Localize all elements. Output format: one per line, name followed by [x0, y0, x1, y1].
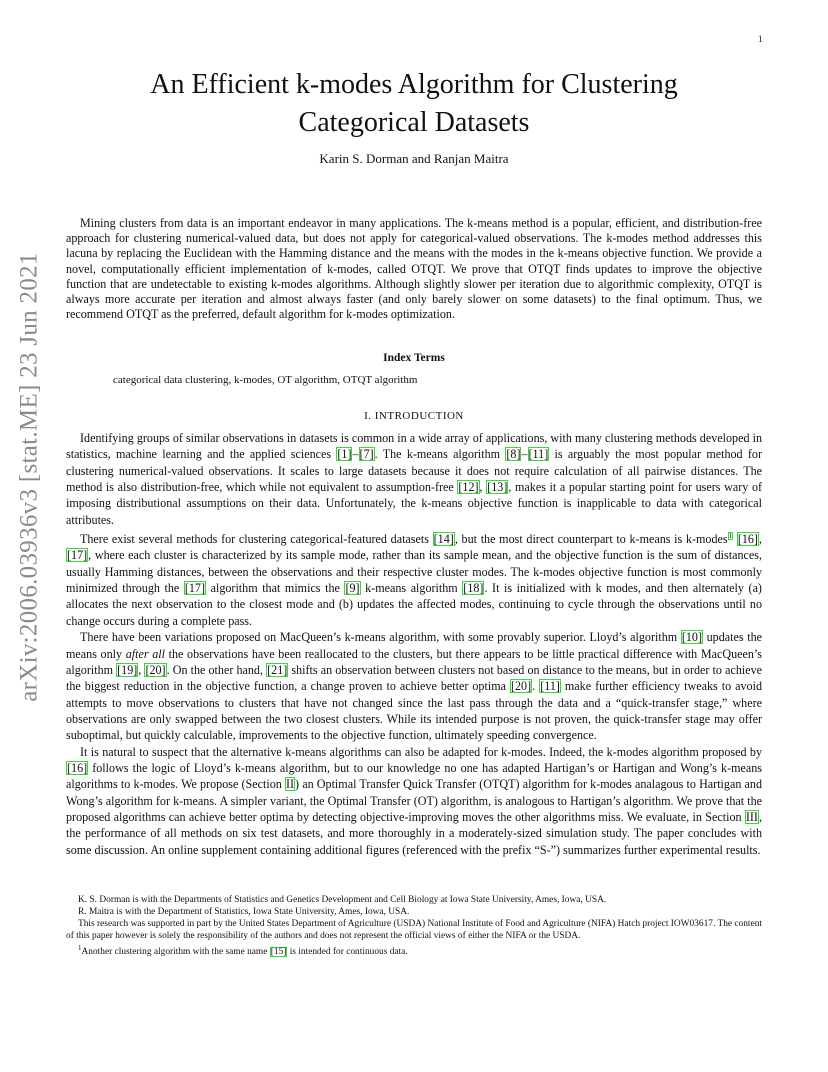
paragraph-text: ,	[479, 480, 487, 495]
paragraph-text: make further efficiency tweaks to avoid attempts to move observations to clusters that have not changed since the last pass through the data and a “quick-transfer stage,” where observations are only swapped between the two closest clusters. While its intended purpose is not proven, the quick-transfer stage may offer suboptimal, but quickly calculable, improvements to the objective function, ultimately speeding convergence.	[66, 679, 763, 743]
paragraph-text: There exist several methods for clustering categorical-featured datasets	[80, 532, 433, 547]
paragraph-text: –	[521, 447, 528, 462]
citation-link[interactable]: [13]	[487, 480, 508, 495]
footnotes	[66, 894, 762, 958]
paragraph	[66, 629, 762, 743]
citation-link[interactable]: [17]	[67, 548, 88, 563]
citation-link[interactable]: [8]	[506, 447, 521, 462]
citation-link[interactable]: [11]	[528, 447, 549, 462]
citation-link[interactable]: [1]	[337, 447, 352, 462]
citation-link[interactable]: [9]	[345, 581, 360, 596]
paragraph-text: ,	[138, 662, 145, 677]
section-heading: I. INTRODUCTION	[364, 410, 464, 422]
paragraph-text: follows the logic of Lloyd’s k-means algorithm, but to our knowledge no one has adapted Hartigan’s or Hartigan and Wong’s k-means algorithms to k-modes. We propose (Section	[66, 760, 762, 792]
citation-link[interactable]: [10]	[681, 630, 702, 645]
index-terms: categorical data clustering, k-modes, OT algorithm, OTQT algorithm	[113, 374, 418, 386]
citation-link[interactable]: [18]	[463, 581, 484, 596]
paragraph-text: shifts an observation between clusters not based on distance to the means, but in order to achieve the biggest reduction in the objective function, a change proven to achieve better optima	[66, 662, 763, 694]
citation-link[interactable]: [16]	[737, 532, 758, 547]
paragraph-text: , the performance of all methods on six test datasets, and more thoroughly in a moderately-sized simulation study. The paper concludes with some discussion. An online supplement containing additional figures (referenced with the prefix “S-”) summarizes further experimental results.	[66, 809, 762, 857]
footnote-funding: This research was supported in part by the United States Department of Agriculture (USDA) National Institute of Food and Agriculture (NIFA) Hatch project IOW03617. The content of this paper however is solely the responsibility of the authors and does not represent the official views of either the NIFA or the USDA.	[66, 919, 762, 941]
citation-link[interactable]: [20]	[510, 679, 532, 694]
abstract: Mining clusters from data is an important endeavor in many applications. The k-means method is a popular, efficient, and distribution-free approach for clustering numerical-valued data, but does not apply for categorical-valued observations. The k-modes method addresses this lacuna by replacing the Euclidean with the Hamming distance and the means with the modes in the k-means objective function. We provide a novel, computationally efficient implementation of k-modes, called OTQT. We prove that OTQT finds updates to improve the objective function that are undetectable to existing k-modes algorithms. Although slightly slower per iteration due to algorithmic complexity, OTQT is always more accurate per iteration and almost always faster (and only barely slower on some datasets) to the final optimum. Thus, we recommend OTQT as the preferred, default algorithm for k-modes optimization.	[66, 216, 762, 322]
paragraph-text: There have been variations proposed on MacQueen’s k-means algorithm, with some provably superior. Lloyd’s algorithm	[80, 630, 681, 645]
paragraph-text: . On the other hand,	[166, 662, 267, 677]
paragraph-text: , where each cluster is characterized by its sample mode, rather than its sample mean, and the objective function is the sum of distances, usually Hamming distances, between the observations and their respective cluster modes. The k-modes objective function is most commonly minimized through the	[66, 548, 762, 596]
paragraph-text: ) an Optimal Transfer Quick Transfer (OTQT) algorithm for k-modes analagous to Hartigan and Wong’s algorithm for k-means. A simpler variant, the Optimal Transfer (OT) algorithm, is analogous to Hartigan’s algorithm. We prove that the proposed algorithms can achieve better optima by detecting objective-improving moves the other algorithms miss. We evaluate, in Section	[66, 777, 762, 824]
footnote-affiliation-dorman: K. S. Dorman is with the Departments of Statistics and Genetics Development and Cell Biology at Iowa State University, Ames, Iowa, USA.	[78, 895, 607, 905]
paragraph-text: algorithm that mimics the	[206, 581, 345, 596]
paragraph-text: . It is initialized with k modes, and then alternately (a) allocates the next observation to the closest mode and (b) updates the affected modes, continuing to cycle through the observations until no change occurs during a complete pass.	[66, 581, 762, 628]
citation-link[interactable]: II	[285, 777, 295, 792]
citation-link[interactable]: [17]	[184, 581, 206, 596]
index-terms-heading: Index Terms	[383, 352, 445, 364]
paragraph-text: It is natural to suspect that the alternative k-means algorithms can also be adapted for k-modes. Indeed, the k-modes algorithm proposed by	[80, 744, 762, 759]
citation-link[interactable]: [11]	[540, 679, 560, 694]
footnote-1	[66, 942, 762, 958]
paragraph-text: –	[352, 447, 359, 462]
citation-link[interactable]: [7]	[359, 447, 374, 462]
title-line-1: An Efficient k-modes Algorithm for Clustering	[150, 69, 678, 100]
paragraph	[66, 430, 762, 528]
page-number: 1	[758, 34, 763, 44]
paragraph-text: k-means algorithm	[360, 581, 463, 596]
paragraph-text: .	[532, 679, 540, 694]
footnote-link[interactable]: 1	[728, 532, 733, 541]
title-line-2: Categorical Datasets	[298, 107, 530, 138]
citation-link[interactable]: III	[745, 809, 758, 824]
emphasis-text: after all	[125, 646, 165, 661]
introduction-body	[66, 430, 762, 858]
citation-link[interactable]: [16]	[67, 760, 88, 775]
paragraph-text: ,	[758, 532, 762, 547]
paragraph	[66, 744, 762, 858]
citation-link[interactable]: [21]	[267, 662, 288, 677]
citation-link[interactable]: [19]	[117, 662, 138, 677]
footnote-mark: 1	[78, 944, 82, 952]
citation-link[interactable]: [15]	[270, 947, 287, 958]
paper-title	[66, 66, 762, 142]
paragraph-text: , but the most direct counterpart to k-means is k-modes	[454, 532, 728, 547]
citation-link[interactable]: [14]	[433, 532, 454, 547]
citation-link[interactable]: [20]	[145, 662, 166, 677]
paragraph-text: , makes it a popular starting point for users wary of imposing distributional assumptions on their data. Unfortunately, the k-means objective function is inapplicable to data with categorical attributes.	[66, 480, 763, 527]
citation-link[interactable]: [12]	[458, 480, 479, 495]
paragraph	[66, 528, 762, 629]
paragraph-text: . The k-means algorithm	[374, 447, 506, 462]
paragraph-text: updates the means only	[66, 630, 762, 661]
paragraph-text: the observations have been reallocated to the clusters, but there appears to be little practical difference with MacQueen’s algorithm	[66, 646, 762, 677]
footnote-1-text-before: Another clustering algorithm with the same name	[81, 947, 270, 958]
authors: Karin S. Dorman and Ranjan Maitra	[319, 151, 509, 166]
arxiv-stamp	[2, 252, 58, 702]
arxiv-identifier: arXiv:2006.03936v3 [stat.ME] 23 Jun 2021	[16, 252, 43, 702]
paragraph-text: Identifying groups of similar observations in datasets is common in a wide array of applications, with many clustering methods developed in statistics, machine learning and the applied sciences	[66, 431, 762, 462]
footnote-affiliation-maitra: R. Maitra is with the Department of Statistics, Iowa State University, Ames, Iowa, USA.	[78, 907, 410, 917]
footnote-1-text-after: is intended for continuous data.	[287, 947, 408, 958]
paragraph-text: is arguably the most popular method for clustering numerical-valued observations. It scales to large datasets because it does not require calculation of all pairwise distances. The method is also distribution-free, which while not equivalent to assumption-free	[66, 447, 762, 495]
